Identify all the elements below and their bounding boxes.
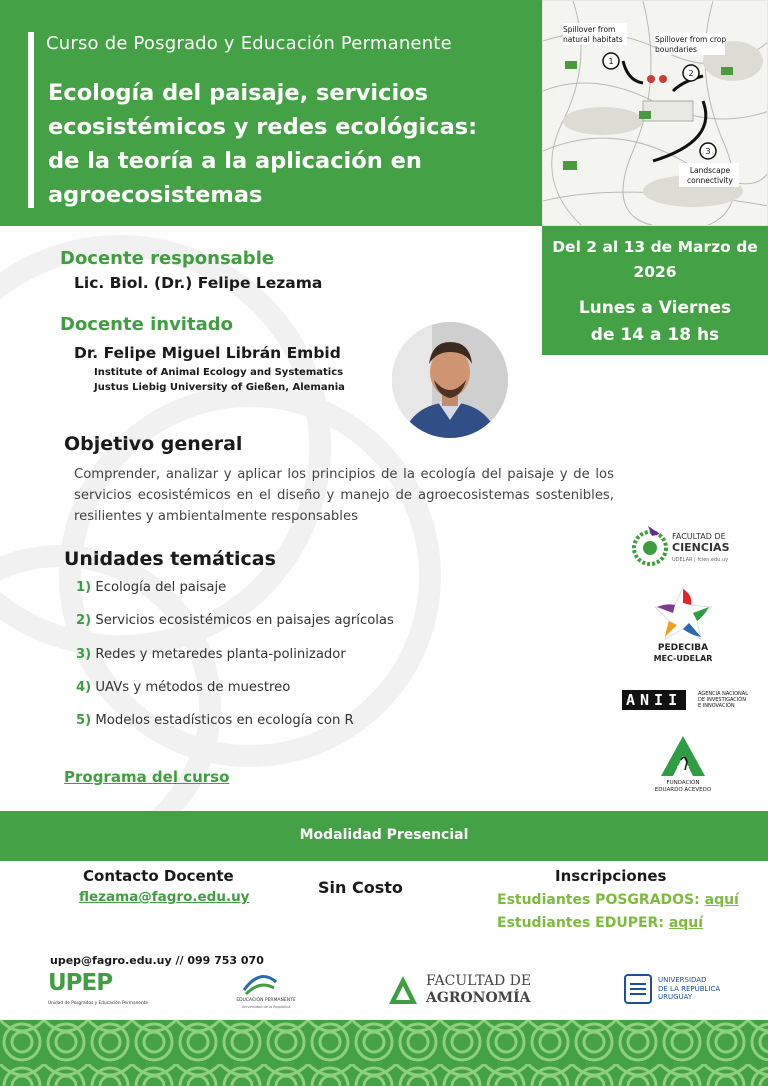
contact-heading: Contacto Docente: [83, 867, 234, 885]
udelar-text: [658, 976, 720, 1002]
guest-teacher-name: Dr. Felipe Miguel Librán Embid: [74, 344, 341, 362]
ciencias-emblem-icon: [630, 524, 674, 568]
map-label-connectivity: Landscape connectivity: [687, 166, 733, 185]
course-type-label: Curso de Posgrado y Educación Permanente: [46, 33, 452, 54]
unit-label: Redes y metaredes planta-polinizador: [95, 647, 346, 662]
avatar-portrait: [392, 322, 508, 438]
footer-circle-pattern: [0, 1020, 768, 1086]
unit-item-1: [76, 580, 226, 595]
unit-number: 3): [76, 647, 92, 662]
educacion-permanente-logo: [226, 972, 306, 1012]
unit-number: 2): [76, 613, 92, 628]
unit-item-5: [76, 713, 354, 728]
facultad-agronomia-logo: [388, 973, 548, 1007]
fea-emblem-icon: [659, 734, 707, 778]
map-number-1: 1: [608, 57, 614, 66]
header-accent-bar: [28, 32, 34, 208]
ciencias-line2: CIENCIAS: [672, 541, 730, 554]
registration-posgrado-link[interactable]: aquí: [704, 892, 739, 908]
unit-label: Modelos estadísticos en ecología con R: [95, 713, 354, 728]
date-range: [542, 235, 768, 285]
map-number-3: 3: [705, 147, 711, 156]
map-label-crop-boundaries: Spillover from crop boundaries: [655, 35, 727, 54]
fea-line1: FUNDACIÓN: [666, 780, 700, 786]
edu-perm-sub: Universidad de la República: [241, 1005, 291, 1009]
landscape-illustration: [542, 0, 768, 226]
schedule-days: Lunes a Viernes: [578, 298, 732, 318]
schedule: [542, 295, 768, 349]
pedeciba-logo: [648, 585, 718, 665]
agronomia-line1: FACULTAD DE: [426, 973, 532, 989]
unit-label: Servicios ecosistémicos en paisajes agrícolas: [95, 613, 394, 628]
ciencias-line1: FACULTAD DE: [672, 532, 726, 541]
udelar-logo: [624, 974, 734, 1008]
upep-sub: Unidad de Posgrados y Educación Permanente: [48, 1001, 149, 1006]
date-range-line: Del 2 al 13 de Marzo de: [552, 238, 758, 256]
udelar-line: URUGUAY: [658, 993, 693, 1001]
course-title-line: ecosistémicos y redes ecológicas:: [48, 114, 478, 140]
modality-banner: Modalidad Presencial: [0, 811, 768, 861]
ciencias-sub: UDELAR | fcien.edu.uy: [672, 557, 729, 563]
udelar-emblem-icon: [624, 974, 652, 1004]
fundacion-eduardo-acevedo-logo: [648, 734, 718, 796]
cost-label: Sin Costo: [318, 878, 403, 897]
units-heading: Unidades temáticas: [64, 548, 276, 570]
objective-heading: Objetivo general: [64, 433, 243, 455]
date-box: [542, 226, 768, 355]
udelar-line: DE LA REPÚBLICA: [658, 984, 721, 993]
map-number-2: 2: [688, 69, 694, 78]
responsible-teacher-heading: Docente responsable: [60, 248, 275, 269]
upep-logo: [48, 970, 149, 1010]
anii-sub-line: AGENCIA NACIONAL: [698, 691, 749, 697]
unit-label: UAVs y métodos de muestreo: [95, 680, 291, 695]
course-title-line: Ecología del paisaje, servicios: [48, 80, 429, 106]
anii-wordmark: ANII: [622, 690, 686, 710]
unit-label: Ecología del paisaje: [95, 580, 227, 595]
anii-subtitle: [698, 691, 748, 709]
affiliation-institute: Institute of Animal Ecology and Systematics: [94, 367, 344, 378]
footer-pattern-band: [0, 1020, 768, 1086]
unit-item-4: [76, 680, 290, 695]
course-title: [48, 76, 528, 212]
anii-sub-line: E INNOVACIÓN: [698, 703, 735, 709]
course-title-line: agroecosistemas: [48, 182, 263, 208]
schedule-hours: de 14 a 18 hs: [590, 325, 720, 345]
anii-logo: [622, 690, 752, 714]
contact-email-link[interactable]: flezama@fagro.edu.uy: [79, 889, 250, 905]
registration-eduper: [497, 915, 703, 931]
agronomia-line2: AGRONOMÍA: [426, 990, 531, 1006]
registration-posgrado: [497, 892, 739, 908]
registration-posgrado-label: Estudiantes POSGRADOS:: [497, 892, 700, 908]
edu-perm-line: EDUCACIÓN PERMANENTE: [236, 998, 296, 1003]
udelar-line: UNIVERSIDAD: [658, 976, 707, 984]
agronomia-emblem-icon: [388, 975, 418, 1005]
registration-heading: Inscripciones: [555, 867, 667, 885]
unit-item-2: [76, 613, 394, 628]
unit-number: 5): [76, 713, 92, 728]
unit-item-3: [76, 647, 346, 662]
guest-teacher-photo: [392, 322, 508, 438]
facultad-ciencias-logo: [630, 522, 740, 570]
header-banner: [0, 0, 542, 226]
course-title-line: de la teoría a la aplicación en: [48, 148, 422, 174]
objective-text: Comprender, analizar y aplicar los principios de la ecología del paisaje y de los servicios ecosistémicos en el diseño y manejo de agroecosistemas sostenibles, resilientes y ambientalmente responsables: [74, 467, 614, 524]
fea-line2: EDUARDO ACEVEDO: [654, 787, 712, 793]
responsible-teacher-name: Lic. Biol. (Dr.) Felipe Lezama: [74, 274, 323, 292]
pedeciba-line1: PEDECIBA: [657, 643, 709, 653]
registration-eduper-label: Estudiantes EDUPER:: [497, 915, 664, 931]
upep-contact: upep@fagro.edu.uy // 099 753 070: [50, 954, 264, 967]
guest-teacher-heading: Docente invitado: [60, 314, 233, 335]
anii-sub-line: DE INVESTIGACIÓN: [698, 697, 746, 703]
course-program-link[interactable]: Programa del curso: [64, 768, 230, 786]
registration-eduper-link[interactable]: aquí: [668, 915, 704, 931]
pedeciba-line2: MEC-UDELAR: [653, 654, 713, 663]
upep-wordmark: UPEP: [48, 970, 113, 996]
pedeciba-star-icon: [653, 585, 713, 641]
unit-number: 1): [76, 580, 92, 595]
map-label-natural-habitats: Spillover from natural habitats: [563, 25, 623, 44]
unit-number: 4): [76, 680, 92, 695]
date-year: 2026: [633, 263, 677, 281]
educacion-permanente-emblem-icon: [240, 972, 280, 996]
affiliation-university: Justus Liebig University of Gießen, Alemania: [94, 382, 345, 393]
guest-teacher-affiliation: [94, 365, 345, 395]
